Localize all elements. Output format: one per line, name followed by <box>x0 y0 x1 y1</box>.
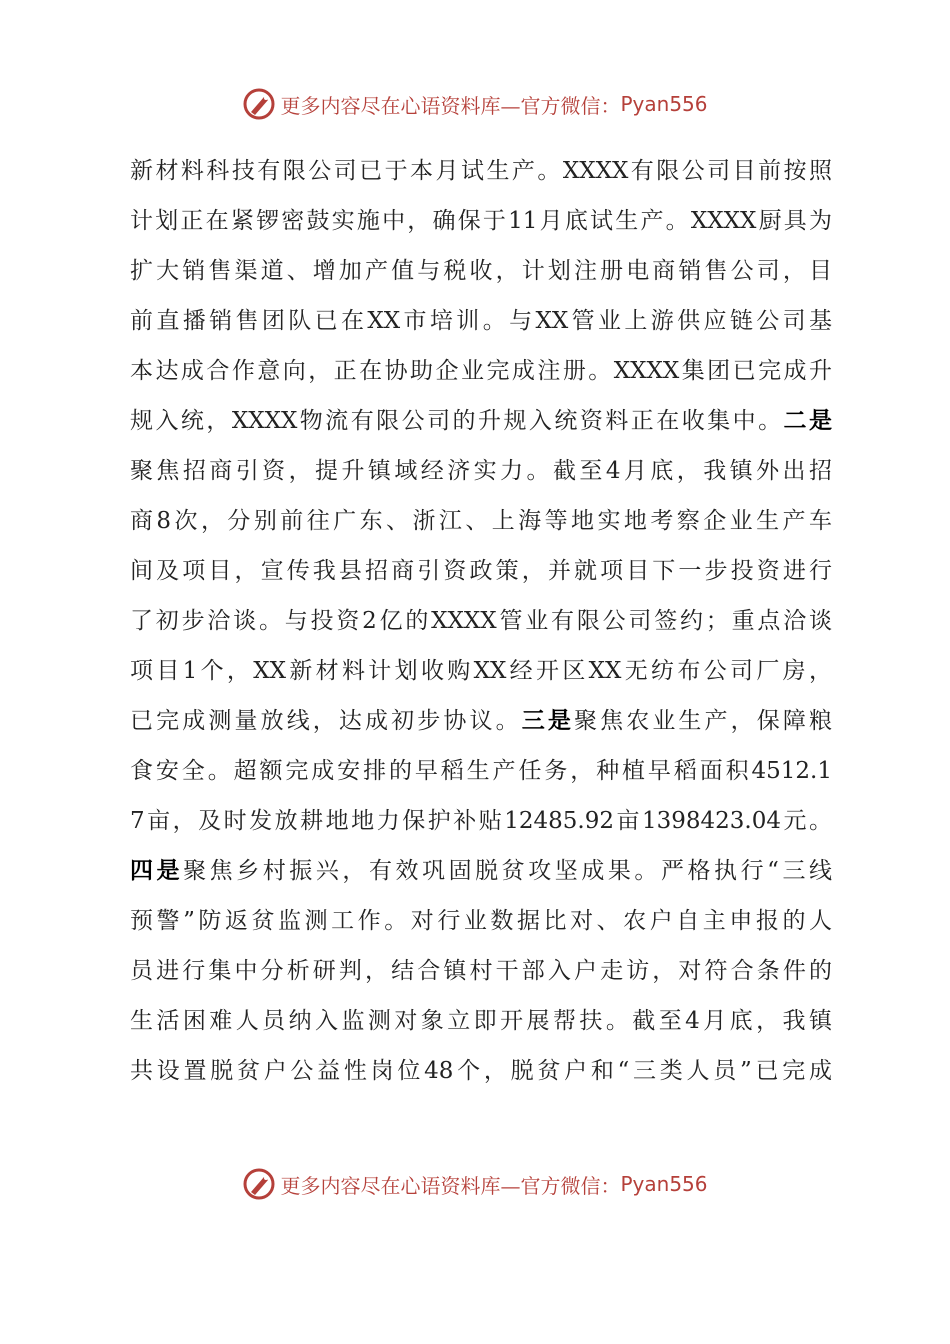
text-line <box>130 246 832 296</box>
text-segment: 聚焦农业生产，保障粮 <box>573 708 833 734</box>
text-segment: 聚焦乡村振兴，有效巩固脱贫攻坚成果。严格执行“三线 <box>183 858 833 884</box>
text-line <box>130 296 832 346</box>
text-segment: 聚焦招商引资，提升镇域经济实力。截至4月底，我镇外出招 <box>130 458 832 484</box>
text-line <box>130 996 832 1046</box>
footer-banner <box>0 1164 950 1204</box>
text-segment: 共设置脱贫户公益性岗位48个，脱贫户和“三类人员”已完成 <box>130 1058 832 1084</box>
text-segment: 计划正在紧锣密鼓实施中，确保于11月底试生产。XXXX厨具为 <box>130 208 832 234</box>
text-line <box>130 146 832 196</box>
text-segment: 间及项目，宣传我县招商引资政策，并就项目下一步投资进行 <box>130 558 832 584</box>
bold-heading-marker: 二是 <box>783 407 833 434</box>
bold-heading-marker: 四是 <box>130 857 184 884</box>
text-line <box>130 346 832 396</box>
text-segment: 扩大销售渠道、增加产值与税收，计划注册电商销售公司，目 <box>130 258 832 284</box>
pen-logo-icon <box>242 1167 276 1201</box>
text-segment: 生活困难人员纳入监测对象立即开展帮扶。截至4月底，我镇 <box>130 1008 832 1034</box>
text-line <box>130 196 832 246</box>
footer-banner-account: Pyan556 <box>620 1172 708 1196</box>
document-body <box>130 146 832 1096</box>
text-segment: 员进行集中分析研判，结合镇村干部入户走访，对符合条件的 <box>130 958 832 984</box>
text-segment: 项目1个，XX新材料计划收购XX经开区XX无纺布公司厂房， <box>130 658 832 684</box>
text-line <box>130 896 832 946</box>
header-banner-text: 更多内容尽在心语资料库—官方微信： <box>280 93 621 118</box>
text-segment: 规入统，XXXX物流有限公司的升规入统资料正在收集中。 <box>130 408 784 434</box>
text-line <box>130 796 832 846</box>
text-line <box>130 946 832 996</box>
pen-logo-icon <box>242 87 276 121</box>
text-segment: 商8次，分别前往广东、浙江、上海等地实地考察企业生产车 <box>130 508 832 534</box>
text-segment: 本达成合作意向，正在协助企业完成注册。XXXX集团已完成升 <box>130 358 832 384</box>
text-line <box>130 546 832 596</box>
text-segment: 7亩，及时发放耕地地力保护补贴12485.92亩1398423.04元。 <box>130 808 832 834</box>
bold-heading-marker: 三是 <box>521 707 574 734</box>
header-banner-account: Pyan556 <box>620 92 708 116</box>
text-line <box>130 746 832 796</box>
text-line <box>130 696 832 746</box>
text-segment: 食安全。超额完成安排的早稻生产任务，种植早稻面积4512.1 <box>130 758 832 784</box>
text-segment: 已完成测量放线，达成初步协议。 <box>130 708 522 734</box>
text-line <box>130 846 832 896</box>
text-segment: 预警”防返贫监测工作。对行业数据比对、农户自主申报的人 <box>130 908 832 934</box>
text-line <box>130 596 832 646</box>
footer-banner-text: 更多内容尽在心语资料库—官方微信： <box>280 1173 621 1198</box>
text-segment: 新材料科技有限公司已于本月试生产。XXXX有限公司目前按照 <box>130 158 832 184</box>
text-line <box>130 396 832 446</box>
text-segment: 前直播销售团队已在XX市培训。与XX管业上游供应链公司基 <box>130 308 832 334</box>
text-line <box>130 496 832 546</box>
text-line <box>130 646 832 696</box>
text-line <box>130 1046 832 1096</box>
header-banner <box>0 84 950 124</box>
text-segment: 了初步洽谈。与投资2亿的XXXX管业有限公司签约；重点洽谈 <box>130 608 832 634</box>
text-line <box>130 446 832 496</box>
